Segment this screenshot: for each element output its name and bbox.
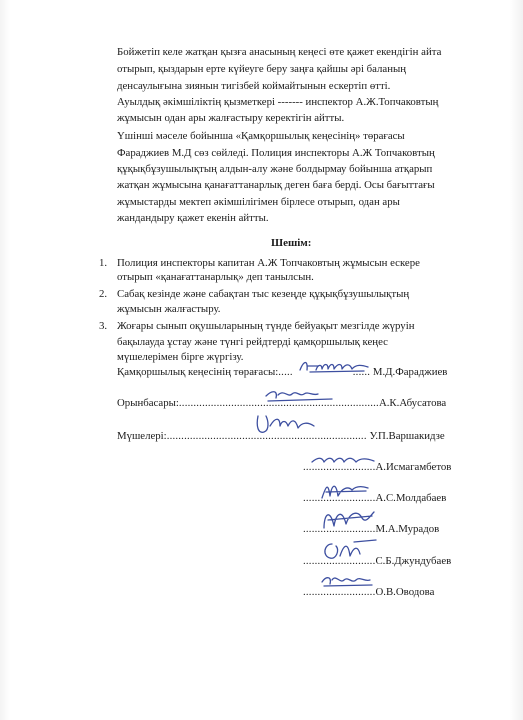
deputy-row: Орынбасары:.....................................................................А.К.Абусатова	[117, 397, 447, 409]
members-row: Мүшелері:..................................................................... У.П.Варшакидзе	[117, 430, 445, 442]
member-name: М.А.Мурадов	[375, 523, 440, 535]
member-signature	[318, 572, 378, 590]
member-row: .........................О.В.Оводова	[303, 586, 435, 598]
list-item-line: бақылауда ұстау және түнгі рейдтерді қамқоршылық кеңес	[117, 336, 388, 348]
member-name: А.Исмагамбетов	[375, 461, 452, 473]
chair-signature	[298, 358, 378, 376]
members-label: Мүшелері:	[117, 430, 167, 442]
list-number: 1.	[99, 257, 108, 269]
member-signature	[320, 536, 380, 564]
member-signature	[310, 454, 380, 468]
member-name: У.П.Варшакидзе	[369, 430, 445, 442]
text-line: жандандыру қажет екенін айтты.	[117, 212, 269, 224]
member-row: .........................А.Исмагамбетов	[303, 461, 452, 473]
text-line: жатқан жұмысына қанағаттанарлық деген баға берді. Осы бағыттағы	[117, 179, 435, 191]
text-line: Ауылдық әкімшіліктің қызметкері ------- инспектор А.Ж.Топчаковтың	[117, 96, 439, 108]
member-name: А.С.Молдабаев	[375, 492, 447, 504]
list-item-line: Сабақ кезінде және сабақтан тыс кезеңде құқықбұзушылықтың	[117, 288, 410, 300]
member-signature	[318, 504, 378, 534]
member-row: .........................С.Б.Джундубаев	[303, 555, 452, 567]
decision-heading: Шешім:	[271, 237, 312, 249]
list-item-line: отырып «қанағаттанарлық» деп танылсын.	[117, 271, 314, 283]
list-item-line: жұмысын жалғастыру.	[117, 303, 221, 315]
chair-row: Қамқоршылық кеңесінің төрағасы:..... ...... М.Д.Фараджиев	[117, 366, 448, 378]
chair-label: Қамқоршылық кеңесінің төрағасы:	[117, 366, 279, 378]
member-signature	[318, 478, 378, 502]
member-name: С.Б.Джундубаев	[375, 555, 452, 567]
list-item-line: Жоғары сынып оқушыларының түнде бейуақыт мезгілде жүруін	[117, 320, 415, 332]
text-line: Фараджиев М.Д сөз сөйледі. Полиция инспекторы А.Ж Топчаковтың	[117, 147, 435, 159]
list-item-line: Полиция инспекторы капитан А.Ж Топчаковтың жұмысын ескере	[117, 257, 420, 269]
text-line: Бойжетіп келе жатқан қызға анасының кеңесі өте қажет екендігін айта	[117, 46, 442, 58]
chair-name: М.Д.Фараджиев	[372, 366, 448, 378]
deputy-name: А.К.Абусатова	[378, 397, 447, 409]
text-line: жұмыстарды мектеп әкімшілігімен бірлесе отырып, одан ары	[117, 196, 400, 208]
text-line: отырып, қыздарын ерте күйеуге беру заңға қайшы әрі баланың	[117, 63, 407, 75]
member-row: .........................А.С.Молдабаев	[303, 492, 447, 504]
text-line: денсаулығына зиянын тигізбей коймайтынын ескертіп өтті.	[117, 80, 391, 92]
text-line: Үшінші мәселе бойынша «Қамқоршылық кеңесінің» төрағасы	[117, 130, 405, 142]
deputy-signature	[262, 386, 342, 406]
member-row: .........................М.А.Мурадов	[303, 523, 440, 535]
list-item-line: мүшелерімен бірге жүргізу.	[117, 351, 244, 363]
member-signature	[252, 412, 322, 442]
list-number: 2.	[99, 288, 108, 300]
text-line: құқықбұзушылықтың алдын-алу және болдырмау бойынша атқарып	[117, 163, 433, 175]
list-number: 3.	[99, 320, 108, 332]
member-name: О.В.Оводова	[375, 586, 435, 598]
deputy-label: Орынбасары:	[117, 397, 179, 409]
text-line: жұмысын одан ары жалғастыру керектігін айтты.	[117, 112, 345, 124]
